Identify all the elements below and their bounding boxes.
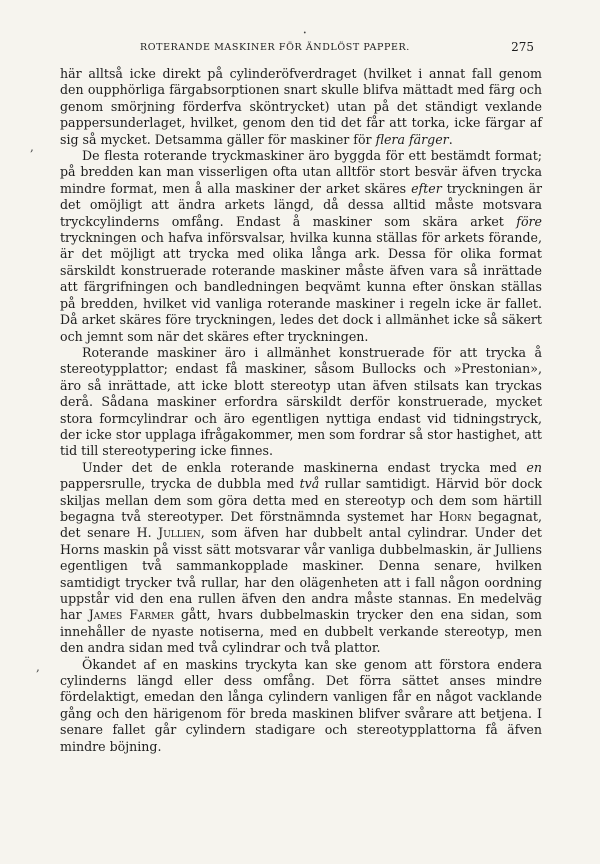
paragraph xyxy=(60,345,542,460)
text-run: , som äfven har dubbelt antal cylindrar. Under det Horns maskin på visst sätt motsvarar vår vanliga dubbelmaskin, är Julliens egentligen två sammankopplade maskiner. Denna senare, hvilken samtidigt trycker två rullar, har den olägenheten att i fall någon oordning uppstår vid den ena rullen äfven den andra måste stannas. En medelväg har xyxy=(60,525,542,623)
text-run: rullar samtidigt. Härvid bör dock skiljas mellan dem som göra detta med en stereotyp och dem som härtill begagna två stereotyper. Det förstnämnda systemet har xyxy=(60,476,543,524)
text-run: De flesta roterande tryckmaskiner äro byggda för ett bestämdt format; på bredden kan man visserligen ofta utan alltför stort besvär äfven trycka mindre format, men å alla maskiner der arket skäres xyxy=(60,148,542,196)
italic-text: flera färger xyxy=(375,131,449,147)
text-run: här alltså icke direkt på cylinderöfverdraget (hvilket i annat fall genom den oupphörliga färgabsorptionen snart skulle blifva mättadt med färg och genom smörjning förderfva sköntrycket) utan på det ständigt vexlande pappersunderlaget, hvilket, genom den tid det får att torka, icke färgar af sig så mycket. Detsamma gäller för maskiner för xyxy=(60,66,542,147)
small-caps-name: James Farmer xyxy=(88,607,174,623)
text-run: tryckningen och hafva införsvalsar, hvilka kunna ställas för arkets förande, är det möjligt att trycka med olika långa ark. Dessa för olika format särskildt konstruerade roterande maskiner måste äfven vara så inrättade att färgrifningen och bandledningen beqvämt kunna efter önskan ställas på bredden, hvilket vid vanliga roterande maskiner i regeln icke är fallet. Då arket skäres före tryckningen, ledes det dock i allmänhet icke så säkert och jemnt som när det skäres efter tryckningen. xyxy=(60,230,542,344)
page-number: 275 xyxy=(511,40,534,54)
paragraph xyxy=(60,66,542,148)
text-run: Ökandet af en maskins tryckyta kan ske genom att förstora endera cylinderns längd eller dess omfång. Det förra sättet anses mindre fördelaktigt, emedan den långa cylindern vanligen får en något vacklande gång och den härigenom för breda maskinen blifver svårare att betjena. I senare fallet går cylindern stadigare och stereotypplattorna få äfven mindre böjning. xyxy=(60,656,542,754)
running-title: ROTERANDE MASKINER FÖR ÄNDLÖST PAPPER. xyxy=(140,42,410,53)
margin-tick-mark: , xyxy=(30,140,34,154)
body-text xyxy=(60,66,542,755)
small-caps-name: Horn xyxy=(438,508,472,524)
text-run: . xyxy=(448,131,453,147)
text-run: gått, hvars dubbelmaskin trycker den ena sidan, som innehåller de nyaste notiserna, med en dubbelt verkande stereotyp, men den andra sidan med två cylindrar och två plattor. xyxy=(60,607,542,656)
text-run: Under det de enkla roterande maskinerna endast trycka med xyxy=(82,459,527,475)
italic-text: en xyxy=(526,459,542,475)
margin-tick-mark: , xyxy=(36,660,40,674)
paragraph xyxy=(60,460,542,657)
italic-text: två xyxy=(299,476,320,492)
italic-text: före xyxy=(516,213,542,229)
text-run: begagnat, det senare xyxy=(60,508,542,541)
text-run: tryckningen är det omöjligt att ändra arkets längd, då dessa alltid måste motsvara tryckcylinderns omfång. Endast å maskiner som skära arket xyxy=(60,180,542,229)
text-run: pappersrulle, trycka de dubbla med xyxy=(60,476,300,492)
italic-text: efter xyxy=(411,180,442,196)
paragraph xyxy=(60,657,542,755)
paragraph xyxy=(60,148,542,345)
text-run: Roterande maskiner äro i allmänhet konstruerade för att trycka å stereotypplattor; endast få maskiner, såsom Bullocks och »Prestonian», äro så inrättade, att icke blott stereotyp utan äfven stilsats kan tryckas derå. Sådana maskiner erfordra särskildt derför konstruerade, mycket stora formcylindrar och äro egentligen nyttiga endast vid tidningstryck, der icke stor upplaga ifrågakommer, men som fordrar så stor hastighet, att tid till stereotypering icke finnes. xyxy=(60,344,542,459)
printer-dot-mark: • xyxy=(303,30,307,37)
small-caps-name: H. Jullien xyxy=(136,525,201,541)
